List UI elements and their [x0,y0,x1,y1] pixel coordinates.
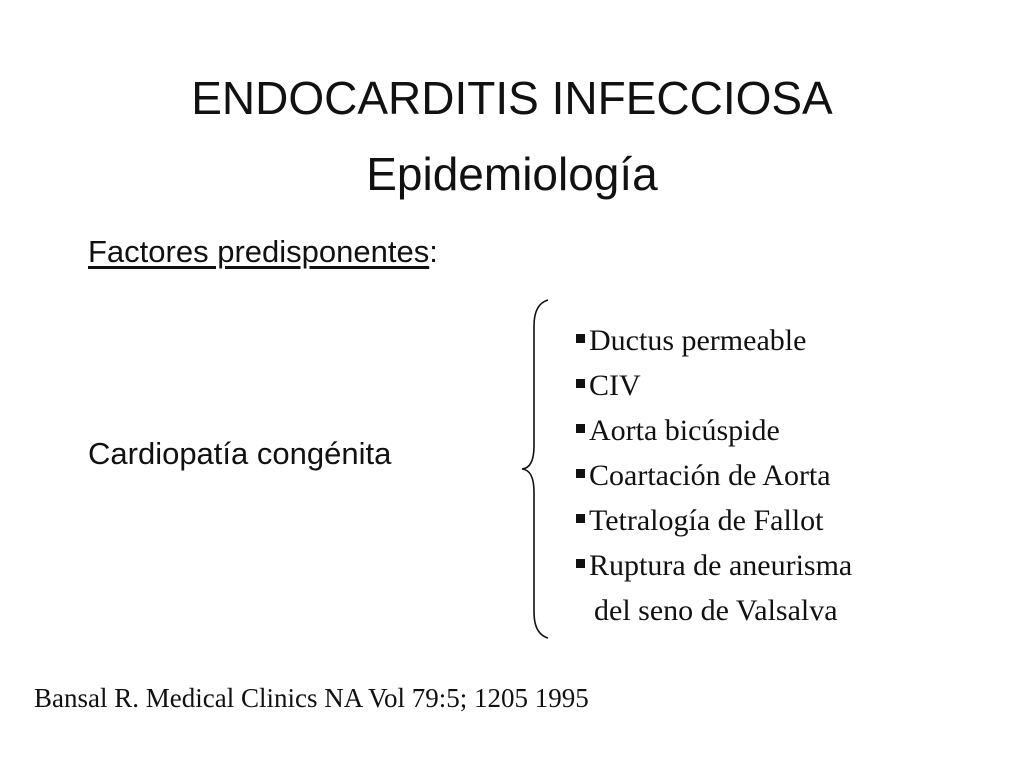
slide-title: ENDOCARDITIS INFECCIOSA [191,72,833,124]
list-item-text: Coartación de Aorta [589,459,831,492]
list-item-text: CIV [589,369,641,402]
square-bullet-icon [576,334,585,343]
list-item [576,408,852,453]
square-bullet-icon [576,559,585,568]
list-item-text: Tetralogía de Fallot [589,504,824,537]
citation: Bansal R. Medical Clinics NA Vol 79:5; 1205 1995 [34,683,589,713]
square-bullet-icon [576,469,585,478]
section-heading-text: Factores predisponentes [88,234,430,269]
list-item-continuation: del seno de Valsalva [594,594,838,627]
section-heading-colon: : [429,234,438,269]
list-item-text: Ruptura de aneurisma [589,549,853,582]
section-heading [88,232,438,272]
list-item-text: Ductus permeable [589,324,807,357]
list-item [576,498,852,543]
list-item [576,363,852,408]
square-bullet-icon [576,424,585,433]
list-item [576,318,852,363]
list-item [576,543,852,588]
slide-subtitle: Epidemiología [366,148,658,200]
category-label: Cardiopatía congénita [88,436,392,471]
square-bullet-icon [576,514,585,523]
left-curly-brace-icon [518,296,558,642]
list-item [576,453,852,498]
square-bullet-icon [576,379,585,388]
condition-list [576,318,852,633]
list-item-text: Aorta bicúspide [589,414,780,447]
